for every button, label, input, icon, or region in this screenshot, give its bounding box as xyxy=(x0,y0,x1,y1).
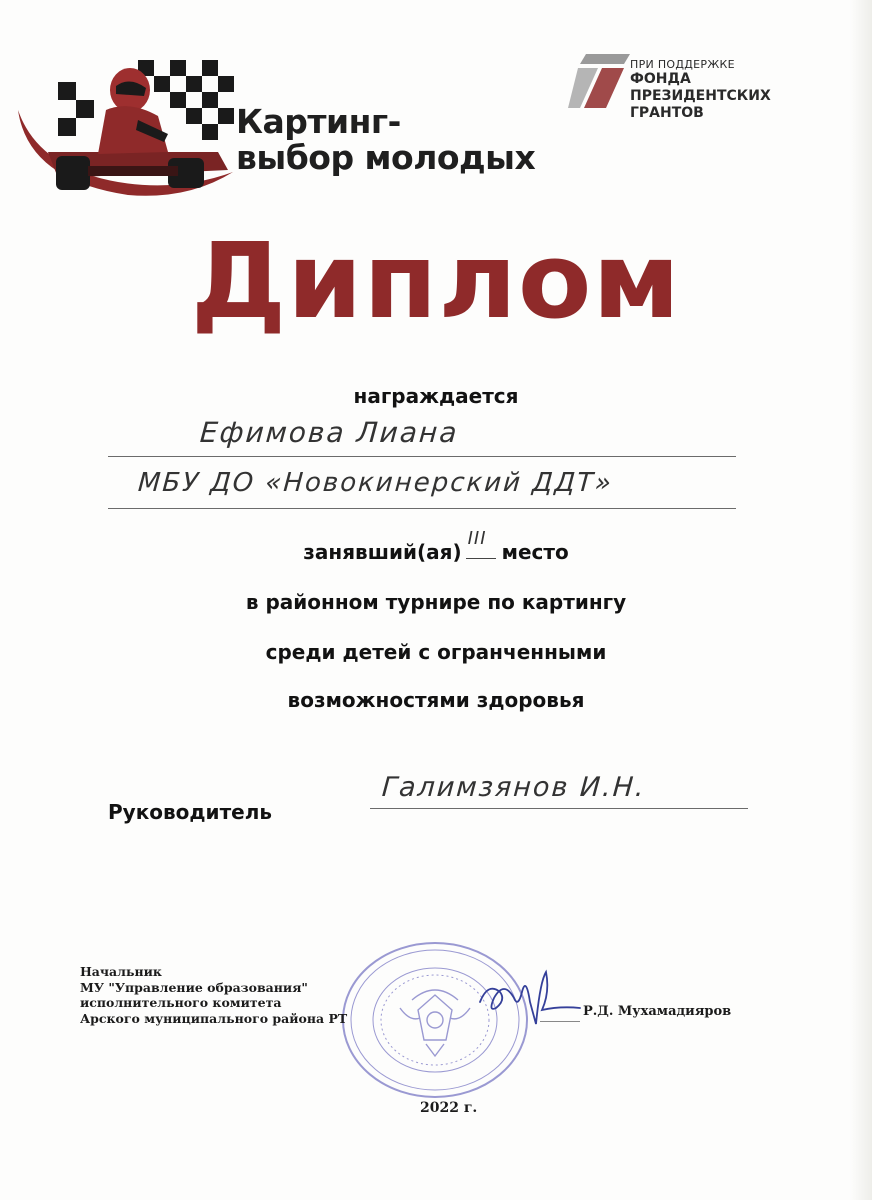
signatory-block xyxy=(80,964,347,1026)
description-line-3: возможностями здоровья xyxy=(287,688,585,712)
karting-logo-icon xyxy=(18,60,248,210)
karting-title-line1: Картинг- xyxy=(236,102,401,141)
place-line xyxy=(0,528,872,564)
signatory-line-4: Арского муниципального района РТ xyxy=(80,1010,348,1026)
place-blank xyxy=(466,528,496,559)
signatory-name: Р.Д. Мухамадияров xyxy=(583,1004,732,1019)
place-suffix: место xyxy=(501,540,569,564)
diploma-year: 2022 г. xyxy=(420,1100,478,1116)
organization-name: МБУ ДО «Новокинерский ДДТ» xyxy=(136,468,614,498)
signatory-line-2: МУ "Управление образования" xyxy=(80,979,308,995)
grants-line3: ГРАНТОВ xyxy=(630,105,704,121)
leader-name-line xyxy=(370,808,748,809)
grants-support-label: ПРИ ПОДДЕРЖКЕ xyxy=(630,58,735,71)
grants-fund-logo-icon xyxy=(568,54,630,108)
signatory-line-1: Начальник xyxy=(80,964,162,979)
grants-fund-logo-text xyxy=(630,58,771,122)
karting-logo-title xyxy=(236,104,535,176)
description-line-2: среди детей с огранченными xyxy=(265,640,607,664)
grants-line1: ФОНДА xyxy=(630,71,691,87)
leader-name: Галимзянов И.Н. xyxy=(380,772,647,803)
place-value: III xyxy=(467,528,487,549)
signatory-line-3: исполнительного комитета xyxy=(80,995,282,1010)
awarded-label: награждается xyxy=(353,384,519,408)
organization-line xyxy=(108,508,736,509)
karting-title-line2: выбор молодых xyxy=(236,138,536,177)
diploma-heading: Диплом xyxy=(190,220,682,342)
recipient-name: Ефимова Лиана xyxy=(198,416,460,449)
leader-label: Руководитель xyxy=(108,800,273,824)
grants-line2: ПРЕЗИДЕНТСКИХ xyxy=(630,88,771,104)
recipient-name-line xyxy=(108,456,736,457)
place-prefix: занявший(ая) xyxy=(303,540,462,564)
description-line-1: в районном турнире по картингу xyxy=(245,590,627,614)
signature-line xyxy=(540,1021,580,1022)
